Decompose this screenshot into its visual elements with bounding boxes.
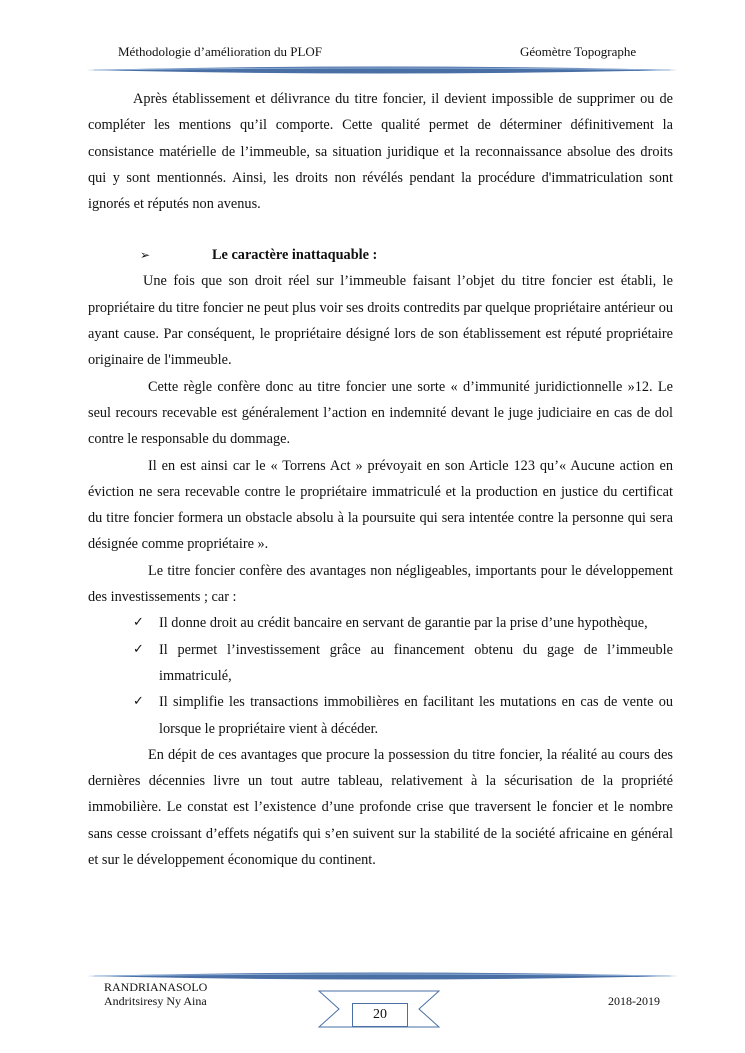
paragraph-avantages: Le titre foncier confère des avantages non négligeables, importants pour le développement des investissements ; car :: [88, 562, 673, 606]
checkmark-icon: ✓: [133, 641, 144, 657]
paragraph-droit-reel: Une fois que son droit réel sur l’immeuble faisant l’objet du titre foncier est établi, le propriétaire du titre foncier ne peut plus voir ses droits contredits par quelque propriétaire antérieur ou ayant cause. Par conséquent, le propriétaire désigné lors de son établissement est réputé propriétaire originaire de l'immeuble.: [88, 273, 673, 369]
list-item-text: Il donne droit au crédit bancaire en servant de garantie par la prise d’une hypothèque,: [159, 615, 648, 632]
paragraph-torrens-act: Il en est ainsi car le « Torrens Act » prévoyait en son Article 123 qu’« Aucune action en éviction ne sera recevable contre le propriétaire immatriculé et la production en justice du certificat du titre foncier formera un obstacle absolu à la poursuite qui sera intentée contre la personne qui sera désignée comme propriétaire ».: [88, 457, 673, 553]
arrowhead-icon: ➢: [140, 248, 151, 263]
list-item-text: Il simplifie les transactions immobilières en facilitant les mutations en cas de vente ou lorsque le propriétaire vient à décéder.: [159, 694, 673, 737]
footer-author-given-names: Andritsiresy Ny Aina: [104, 994, 207, 1008]
section-heading-text: Le caractère inattaquable :: [212, 247, 378, 264]
checkmark-icon: ✓: [133, 694, 144, 710]
page-number: 20: [352, 1003, 408, 1027]
main-text: [88, 86, 673, 873]
checkmark-icon: ✓: [133, 615, 144, 631]
header-rule: [84, 64, 680, 76]
list-item: [88, 610, 673, 636]
section-heading: [88, 242, 673, 268]
paragraph-crise-fonciere: En dépit de ces avantages que procure la possession du titre foncier, la réalité au cours des dernières décennies livre un tout autre tableau, relativement à la sécurisation de la propriété immobilière. Le constat est l’existence d’une profonde crise que traversent le foncier et le nombre sans cesse croissant d’effets négatifs qui s’en suivent sur la stabilité de la société africaine en général et sur le développement économique du continent.: [88, 746, 673, 869]
paragraph-regle: Cette règle confère donc au titre foncier une sorte « d’immunité juridictionnelle »12. Le seul recours recevable est généralement l’action en indemnité devant le juge judiciaire en cas de dol contre le responsable du dommage.: [88, 378, 673, 448]
paragraph-titre-foncier-irrevocable: Après établissement et délivrance du titre foncier, il devient impossible de supprimer ou de compléter les mentions qu’il comporte. Cette qualité permet de déterminer définitivement la consistance matérielle de l’immeuble, sa situation juridique et la reconnaissance absolue des droits qui y sont mentionnés. Ainsi, les droits non révélés pendant la procédure d'immatriculation sont ignorés et réputés non avenus.: [88, 91, 673, 213]
list-item: [88, 689, 673, 742]
list-item-text: Il permet l’investissement grâce au financement obtenu du gage de l’immeuble immatriculé,: [159, 641, 673, 684]
footer-author: [104, 980, 207, 1008]
advantages-list: [88, 610, 673, 741]
footer-year: 2018-2019: [608, 994, 660, 1008]
header-document-title: Méthodologie d’amélioration du PLOF: [118, 44, 323, 59]
list-item: [88, 637, 673, 690]
footer-author-surname: RANDRIANASOLO: [104, 980, 208, 994]
header-author-role: Géomètre Topographe: [520, 44, 637, 59]
